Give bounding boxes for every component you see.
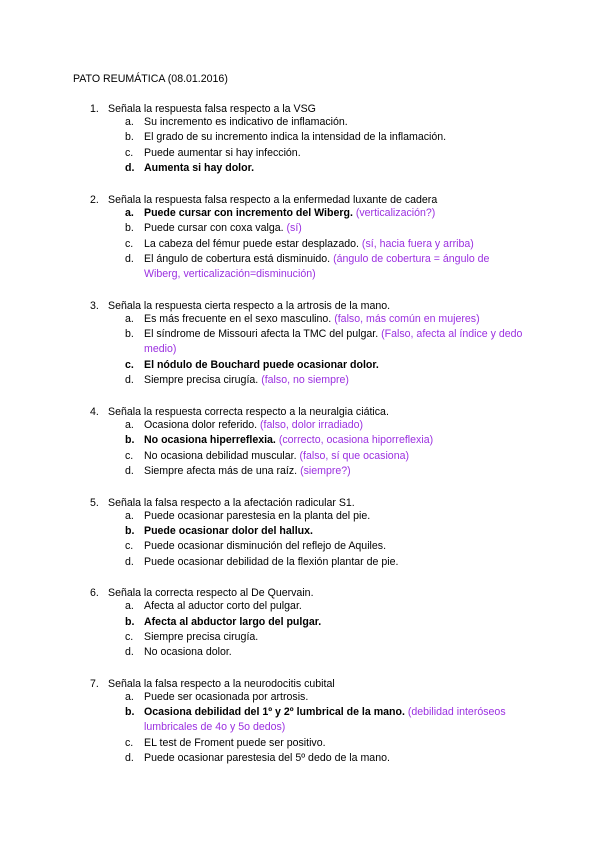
question-text: Señala la respuesta falsa respecto a la VSG	[108, 103, 316, 115]
option-note: (ángulo de cobertura = ángulo de Wiberg, verticalización=disminución)	[144, 253, 490, 281]
option-5-b	[125, 524, 525, 539]
option-note: (correcto, ocasiona hiporreflexia)	[278, 434, 434, 446]
question-number: 5.	[90, 497, 99, 509]
option-letter: c.	[125, 450, 134, 462]
question-text: Señala la respuesta cierta respecto a la artrosis de la mano.	[108, 300, 391, 312]
option-letter: a.	[125, 116, 134, 128]
option-letter: c.	[125, 359, 134, 371]
question-4	[90, 406, 389, 418]
option-text: Aumenta si hay dolor.	[144, 162, 255, 174]
option-note: (falso, más común en mujeres)	[334, 313, 480, 325]
option-note: (falso, no siempre)	[261, 374, 349, 386]
option-text: El síndrome de Missouri afecta la TMC del pulgar.	[144, 328, 379, 340]
option-letter: a.	[125, 691, 134, 703]
question-number: 2.	[90, 194, 99, 206]
option-note: (falso, dolor irradiado)	[260, 419, 364, 431]
question-3	[90, 300, 390, 312]
option-5-c	[125, 539, 525, 554]
option-note: (debilidad interóseos lumbricales de 4o y 5o dedos)	[144, 706, 506, 734]
option-text: Puede ocasionar parestesia del 5º dedo de la mano.	[144, 752, 390, 764]
option-text: Puede cursar con coxa valga.	[144, 222, 284, 234]
option-letter: a.	[125, 419, 134, 431]
option-text: Siempre afecta más de una raíz.	[144, 465, 298, 477]
option-4-b	[125, 433, 525, 448]
option-text: Puede ser ocasionada por artrosis.	[144, 691, 309, 703]
option-text: Es más frecuente en el sexo masculino.	[144, 313, 332, 325]
option-text: Puede aumentar si hay infección.	[144, 147, 301, 159]
option-letter: d.	[125, 556, 134, 568]
option-letter: c.	[125, 737, 134, 749]
option-text: Puede ocasionar dolor del hallux.	[144, 525, 313, 537]
option-letter: b.	[125, 706, 135, 718]
option-text: Su incremento es indicativo de inflamación.	[144, 116, 348, 128]
option-text: EL test de Froment puede ser positivo.	[144, 737, 326, 749]
option-2-d	[125, 252, 525, 282]
option-letter: b.	[125, 131, 134, 143]
option-letter: b.	[125, 328, 134, 340]
option-2-c	[125, 237, 525, 252]
option-4-a	[125, 418, 525, 433]
option-letter: b.	[125, 525, 135, 537]
option-7-b	[125, 705, 525, 735]
option-4-d	[125, 464, 525, 479]
option-letter: c.	[125, 631, 134, 643]
option-text: Siempre precisa cirugía.	[144, 374, 259, 386]
option-2-a	[125, 206, 525, 221]
question-number: 6.	[90, 587, 99, 599]
option-1-c	[125, 146, 525, 161]
option-3-a	[125, 312, 525, 327]
option-letter: b.	[125, 222, 134, 234]
question-6	[90, 587, 314, 599]
option-text: Ocasiona debilidad del 1º y 2º lumbrical de la mano.	[144, 706, 405, 718]
option-text: Puede ocasionar debilidad de la flexión plantar de pie.	[144, 556, 399, 568]
option-letter: d.	[125, 646, 134, 658]
option-5-d	[125, 555, 525, 570]
option-text: El grado de su incremento indica la intensidad de la inflamación.	[144, 131, 447, 143]
option-text: Afecta al aductor corto del pulgar.	[144, 600, 302, 612]
option-7-d	[125, 751, 525, 766]
option-text: Afecta al abductor largo del pulgar.	[144, 616, 322, 628]
option-3-d	[125, 373, 525, 388]
option-4-c	[125, 449, 525, 464]
option-1-b	[125, 130, 525, 145]
option-letter: c.	[125, 540, 134, 552]
option-letter: d.	[125, 253, 134, 265]
option-7-c	[125, 736, 525, 751]
option-note: (falso, sí que ocasiona)	[299, 450, 410, 462]
option-letter: c.	[125, 147, 134, 159]
question-number: 3.	[90, 300, 99, 312]
option-letter: a.	[125, 510, 134, 522]
option-5-a	[125, 509, 525, 524]
option-note: (Falso, afecta al índice y dedo medio)	[144, 328, 523, 356]
option-1-d	[125, 161, 525, 176]
question-number: 4.	[90, 406, 99, 418]
option-note: (verticalización?)	[355, 207, 436, 219]
option-letter: a.	[125, 313, 134, 325]
option-3-b	[125, 327, 525, 357]
option-text: Puede ocasionar parestesia en la planta del pie.	[144, 510, 371, 522]
option-letter: b.	[125, 434, 135, 446]
question-1	[90, 103, 316, 115]
question-number: 1.	[90, 103, 99, 115]
option-6-b	[125, 615, 525, 630]
option-7-a	[125, 690, 525, 705]
page-title: PATO REUMÁTICA (08.01.2016)	[73, 73, 228, 85]
option-letter: d.	[125, 374, 134, 386]
option-text: Puede cursar con incremento del Wiberg.	[144, 207, 353, 219]
option-text: La cabeza del fémur puede estar desplazado.	[144, 238, 359, 250]
option-6-d	[125, 645, 525, 660]
question-5	[90, 497, 355, 509]
option-text: No ocasiona debilidad muscular.	[144, 450, 297, 462]
question-7	[90, 678, 335, 690]
option-text: El nódulo de Bouchard puede ocasionar dolor.	[144, 359, 379, 371]
question-text: Señala la respuesta falsa respecto a la enfermedad luxante de cadera	[108, 194, 438, 206]
question-text: Señala la correcta respecto al De Quervain.	[108, 587, 314, 599]
question-text: Señala la falsa respecto a la afectación radicular S1.	[108, 497, 355, 509]
option-letter: d.	[125, 752, 134, 764]
option-text: Siempre precisa cirugía.	[144, 631, 259, 643]
option-letter: b.	[125, 616, 135, 628]
option-text: El ángulo de cobertura está disminuido.	[144, 253, 331, 265]
question-number: 7.	[90, 678, 99, 690]
question-text: Señala la falsa respecto a la neurodocitis cubital	[108, 678, 335, 690]
option-letter: a.	[125, 207, 134, 219]
option-note: (siempre?)	[300, 465, 351, 477]
option-letter: a.	[125, 600, 134, 612]
option-2-b	[125, 221, 525, 236]
question-2	[90, 194, 437, 206]
option-letter: d.	[125, 465, 134, 477]
option-note: (sí)	[286, 222, 302, 234]
option-letter: d.	[125, 162, 135, 174]
option-text: No ocasiona dolor.	[144, 646, 232, 658]
option-text: Puede ocasionar disminución del reflejo de Aquiles.	[144, 540, 387, 552]
option-note: (sí, hacia fuera y arriba)	[361, 238, 474, 250]
question-text: Señala la respuesta correcta respecto a la neuralgia ciática.	[108, 406, 389, 418]
option-1-a	[125, 115, 525, 130]
option-6-c	[125, 630, 525, 645]
option-text: No ocasiona hiperreflexia.	[144, 434, 276, 446]
option-letter: c.	[125, 238, 134, 250]
option-3-c	[125, 358, 525, 373]
option-6-a	[125, 599, 525, 614]
option-text: Ocasiona dolor referido.	[144, 419, 258, 431]
